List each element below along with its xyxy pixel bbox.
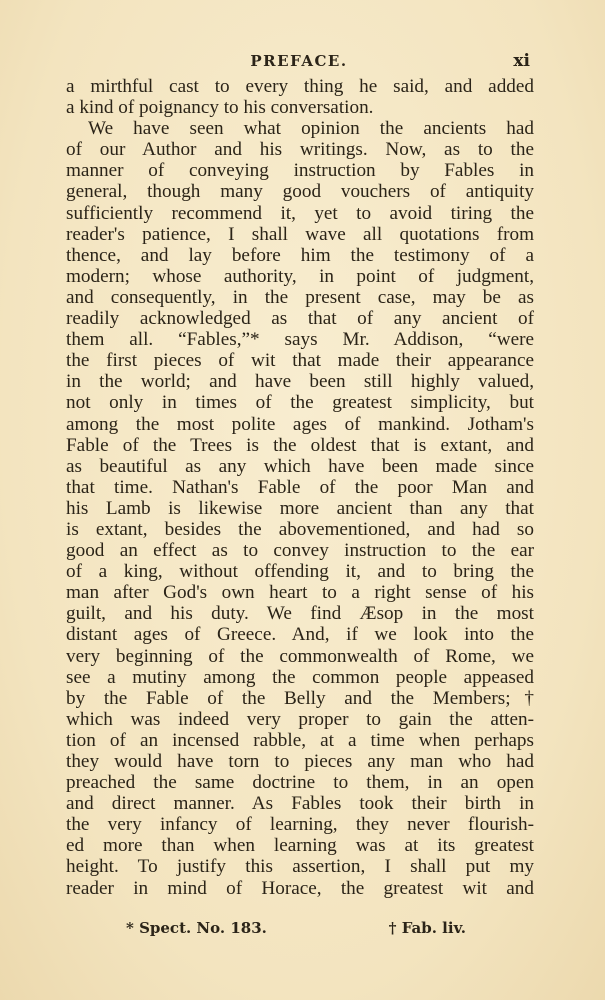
text-line: sufficiently recommend it, yet to avoid tiring the [66, 202, 534, 224]
text-line: distant ages of Greece. And, if we look into the [66, 624, 534, 646]
text-line: ed more than when learning was at its greatest [66, 835, 534, 857]
text-line: of our Author and his writings. Now, as to the [66, 139, 534, 161]
text-line: modern; whose authority, in point of judgment, [66, 265, 534, 287]
text-line: general, though many good vouchers of antiquity [66, 181, 534, 203]
text-line: in the world; and have been still highly valued, [66, 371, 534, 393]
text-line: not only in times of the greatest simplicity, but [66, 392, 534, 414]
footnote-spectator: * Spect. No. 183. [126, 919, 267, 937]
footnotes [126, 919, 466, 941]
page-header [66, 52, 532, 74]
text-line: by the Fable of the Belly and the Members;† [66, 687, 534, 709]
running-head: PREFACE. [250, 52, 348, 70]
text-line: Fable of the Trees is the oldest that is extant, and [66, 434, 534, 456]
text-line: a mirthful cast to every thing he said, and added [66, 76, 534, 97]
text-line: the first pieces of wit that made their appearance [66, 350, 534, 372]
text-line: manner of conveying instruction by Fables in [66, 160, 534, 182]
text-line: guilt, and his duty. We find Æsop in the most [66, 603, 534, 625]
text-line: height. To justify this assertion, I shall put my [66, 856, 534, 878]
text-line: as beautiful as any which have been made since [66, 455, 534, 477]
text-line: they would have torn to pieces any man who had [66, 751, 534, 772]
text-line: man after God's own heart to a right sense of his [66, 582, 534, 604]
text-line: very beginning of the commonwealth of Rome, we [66, 645, 534, 667]
body-text [66, 76, 534, 899]
text-line: a kind of poignancy to his conversation. [66, 97, 374, 119]
text-line: reader's patience, I shall wave all quotations from [66, 223, 534, 245]
text-line: We have seen what opinion the ancients had [88, 118, 534, 140]
text-line: thence, and lay before him the testimony of a [66, 244, 534, 266]
text-line: readily acknowledged as that of any ancient of [66, 308, 534, 330]
text-line: them all. “Fables,”* says Mr. Addison, “were [66, 329, 534, 351]
page-number: xi [513, 51, 530, 71]
text-line: which was indeed very proper to gain the atten- [66, 708, 534, 730]
text-line: reader in mind of Horace, the greatest wit and [66, 877, 534, 899]
text-line: the very infancy of learning, they never flourish- [66, 814, 534, 836]
text-line: tion of an incensed rabble, at a time when perhaps [66, 729, 534, 751]
text-line: and direct manner. As Fables took their birth in [66, 793, 534, 815]
text-line: his Lamb is likewise more ancient than any that [66, 497, 534, 519]
footnote-fable: † Fab. liv. [388, 919, 466, 937]
text-line: of a king, without offending it, and to bring the [66, 561, 534, 583]
text-line: good an effect as to convey instruction to the ear [66, 540, 534, 562]
text-line: that time. Nathan's Fable of the poor Man and [66, 476, 534, 498]
text-line: see a mutiny among the common people appeased [66, 666, 534, 688]
text-line: is extant, besides the abovementioned, and had so [66, 518, 534, 540]
text-line: and consequently, in the present case, may be as [66, 286, 534, 308]
text-line: among the most polite ages of mankind. Jotham's [66, 413, 534, 435]
text-line: preached the same doctrine to them, in an open [66, 772, 534, 794]
